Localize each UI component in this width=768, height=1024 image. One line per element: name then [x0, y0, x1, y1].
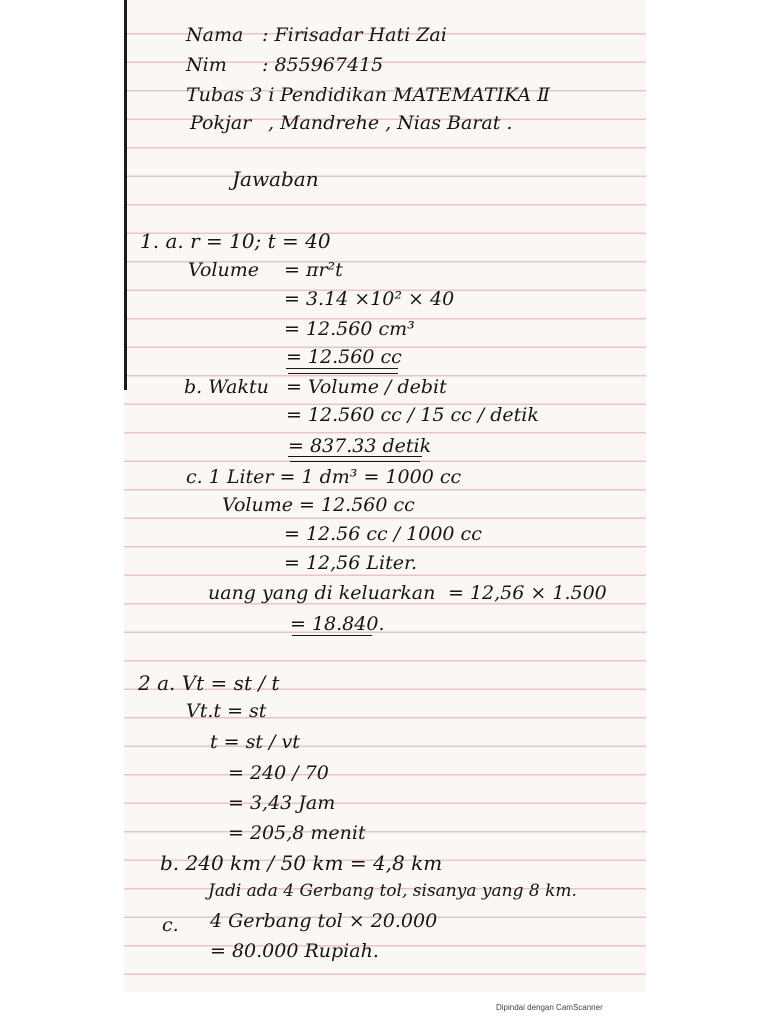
- ans2c-label: c.: [162, 914, 179, 936]
- nama-value: : Firisadar Hati Zai: [262, 24, 447, 46]
- ans1a-line3: = 3.14 ×10² × 40: [284, 288, 455, 310]
- ans1b-underline-2: [290, 461, 420, 462]
- ans2a-line2: Vt.t = st: [186, 700, 267, 722]
- ans2a-line1: 2 a. Vt = st / t: [138, 671, 280, 695]
- ans2c-result: = 80.000 Rupiah.: [210, 940, 379, 962]
- ans1c-uang-label: uang yang di keluarkan: [208, 582, 436, 604]
- ans2a-line3: t = st / vt: [210, 731, 300, 753]
- tugas-label: Tubas 3 i: [186, 84, 275, 106]
- ans1a-volume-formula: = πr²t: [284, 259, 343, 281]
- ans1b-underline: [288, 456, 422, 457]
- ans1b-label: b. Waktu: [184, 376, 269, 398]
- ans2b-line1: b. 240 km / 50 km = 4,8 km: [160, 851, 443, 875]
- pokjar-label: Pokjar: [190, 112, 252, 134]
- ans2a-line6: = 205,8 menit: [228, 822, 366, 844]
- ans2b-line2: Jadi ada 4 Gerbang tol, sisanya yang 8 km.: [208, 881, 577, 901]
- ans2a-line4: = 240 / 70: [228, 762, 329, 784]
- ans1c-line2: Volume = 12.560 cc: [222, 494, 415, 516]
- ans1c-uang-formula: = 12,56 × 1.500: [448, 582, 607, 604]
- tugas-value: Pendidikan MATEMATIKA Ⅱ: [280, 84, 551, 106]
- scanner-watermark: Dipindai dengan CamScanner: [496, 1003, 603, 1012]
- ans1a-underline-2: [288, 373, 398, 374]
- margin-line: [124, 0, 127, 390]
- ans1a-underline: [286, 368, 398, 369]
- nama-label: Nama: [186, 24, 244, 46]
- nim-value: : 855967415: [262, 54, 384, 76]
- ans1a-volume-label: Volume: [188, 259, 259, 281]
- ans1a-line1: 1. a. r = 10; t = 40: [140, 229, 331, 253]
- ans1c-line1: c. 1 Liter = 1 dm³ = 1000 cc: [186, 466, 462, 488]
- ans1b-result: = 837.33 detik: [288, 435, 432, 457]
- ans1c-result: = 18.840.: [290, 613, 385, 635]
- ans1b-line2: = 12.560 cc / 15 cc / detik: [286, 404, 539, 426]
- nim-label: Nim: [186, 54, 227, 76]
- ans1b-formula: = Volume / debit: [286, 376, 447, 398]
- ans2c-line1: 4 Gerbang tol × 20.000: [210, 910, 438, 932]
- ans2a-line5: = 3,43 Jam: [228, 792, 336, 814]
- answer-heading: Jawaban: [232, 167, 319, 191]
- ans1a-result: = 12.560 cc: [286, 346, 402, 368]
- ans1c-underline: [292, 635, 372, 636]
- ans1c-line4: = 12,56 Liter.: [284, 552, 417, 574]
- ans1a-line4: = 12.560 cm³: [284, 318, 415, 340]
- ans1c-line3: = 12.56 cc / 1000 cc: [284, 523, 482, 545]
- pokjar-value: , Mandrehe , Nias Barat .: [268, 112, 513, 134]
